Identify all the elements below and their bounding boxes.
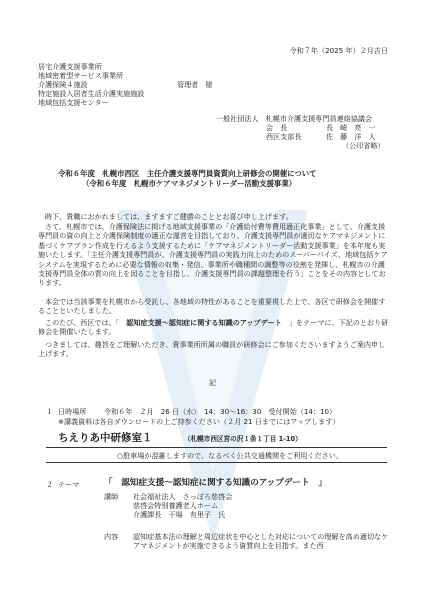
contents-text: 認知症基本法の理解と周辺症状を中心とした対応についての理解を高め適切なケアマネジメントが実施できるよう資質向上を目指す。また西	[133, 532, 389, 551]
venue-rule-bottom	[46, 462, 387, 463]
announcement-post: 」をテーマに、下記のとおり研修会を開催いたします。	[38, 318, 389, 337]
theme-value: 「 認知症支援〜認知症に関する知識のアップデート 」	[104, 478, 327, 488]
announcement-pre: このたび、西区では、「	[45, 318, 127, 327]
recipient-line: 介護保険４施設	[38, 80, 88, 89]
body-request: つきましては、趣旨をご理解いただき、貴事業所所属の職員が研修会にご参加くださいますようご案内申し上げます。	[38, 340, 386, 359]
issue-date: 令和７年（2025 年）２月吉日	[289, 46, 388, 55]
body-commission: 本会では当該事業を札幌市から受託し、各地域の特性があることを重要視した上で、各区で研修会を開催することといたしました。	[38, 297, 386, 316]
lecturer-line: 社会福祉法人 さっぽろ慈啓会	[133, 492, 233, 501]
document-title: 令和６年度 札幌市西区 主任介護支援専門員資質向上研修会の開催について	[58, 169, 317, 178]
body-greeting: 時下、貴職におかれましては、ますますご健勝のこととお喜び申し上げます。	[45, 212, 293, 221]
venue-name: ちえりあ中研修室１	[58, 432, 153, 444]
sender-chair-name: 長 崎 亮 一	[326, 123, 376, 132]
recipient-attention: 管理者 様	[177, 80, 213, 89]
venue-address: （札幌市西区宮の沢１条１丁目 1-10）	[184, 435, 302, 443]
lecturer-label: 講師	[104, 492, 119, 501]
sender-chair-role: 会 長	[266, 123, 288, 132]
theme-label: テーマ	[58, 480, 80, 489]
recipient-line: 特定施設入居者生活介護実施施設	[38, 89, 145, 98]
sender-branch-name: 佐 藤 洋 人	[326, 132, 376, 141]
recipient-line: 居宅介護支援事業所	[38, 62, 102, 71]
lecturer-line: 慈啓会特別養護老人ホーム	[133, 501, 219, 510]
body-announcement	[38, 318, 390, 337]
contents-label: 内容	[104, 532, 119, 541]
lecturer-line: 介護課長 干場 有里子 氏	[133, 510, 226, 519]
body-purpose: さて、札幌市では、介護保険法に掲げる地域支援事業の「介護給付費等費用適正化事業」として、介護支援専門員の資の向上と介護保険制度の適正な運営を目指しており、介護支援専門員が適切なケアマネジメントに基づくケアプラン作成を行えるよう支援するために「ケアマネジメントリーダー活動支援事業」を本年度も実施いたします。「主任介護支援専門員が、介護支援専門員の実践力向上のためのスーパーバイズ、地域包括ケアシステムを実現するために必要な情報の収集・発信、事業所や職種間の調整等の役割を発揮し、札幌市の介護支援専門員全体の質の向上を図ることを目指し、介護支援専門員の課題整理を行う」ことをその内容としております。	[38, 222, 388, 288]
recipient-line: 地域密着型サービス事業所	[38, 71, 124, 80]
seal-note: （公印省略）	[342, 141, 385, 150]
schedule-note: ※講義資料は各自ダウンロードの上ご持参ください（２月 21 日までにはアップします）	[58, 417, 340, 426]
schedule-number: １	[46, 407, 54, 416]
schedule-value: 令和６年 ２月 26 日（水） 14：30〜16：30 受付開始（14：10）	[104, 407, 337, 416]
document-subtitle: （令和６年度 札幌市ケアマネジメントリーダー活動支援事業）	[82, 179, 297, 188]
venue-rule-top	[46, 447, 387, 448]
recipient-line: 地域包括支援センター	[38, 98, 109, 107]
theme-number: ２	[46, 480, 54, 489]
schedule-label: 日時場所	[58, 407, 87, 416]
announcement-theme: 認知症支援〜認知症に関する知識のアップデート	[126, 318, 282, 327]
venue-note: ○駐車場が混雑しますので、なるべく公共交通機関をご利用ください。	[117, 451, 343, 460]
sender-org: 一般社団法人 札幌市介護支援専門員連絡協議会	[216, 114, 373, 123]
sender-branch-role: 西区支部長	[266, 132, 302, 141]
ki-marker: 記	[209, 378, 217, 387]
